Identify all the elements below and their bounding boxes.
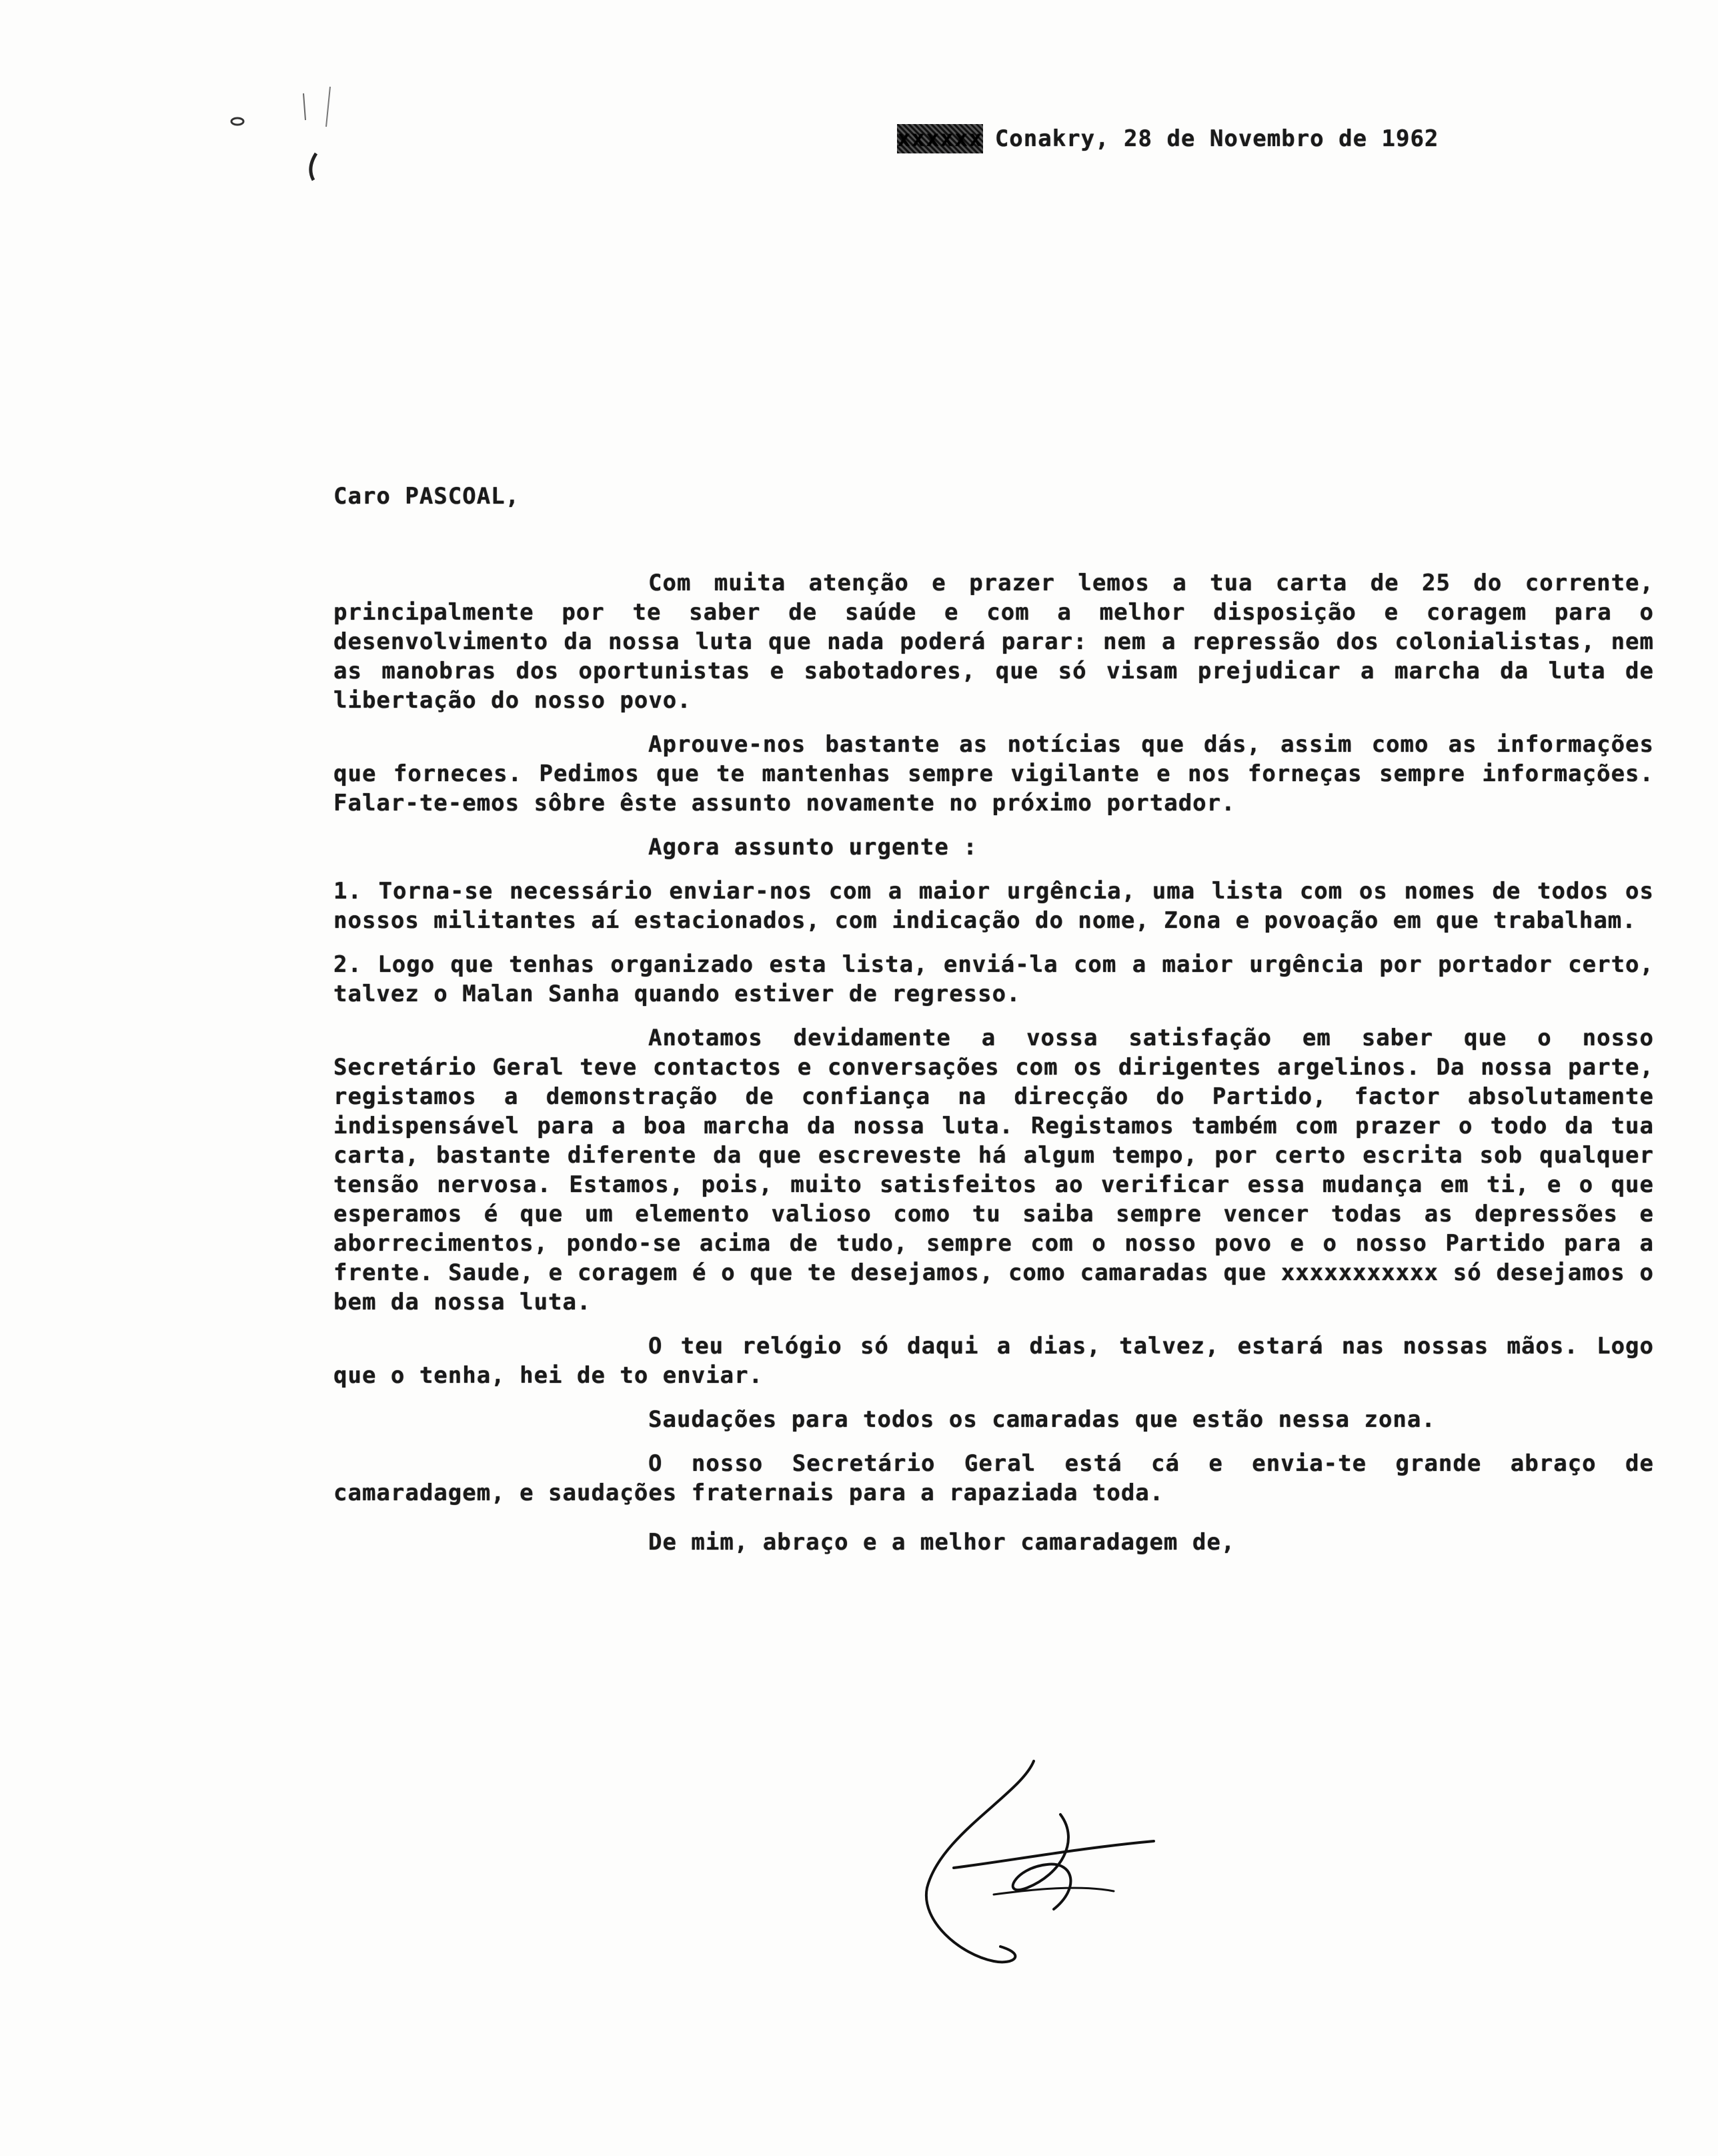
paragraph-news: Aprouve-nos bastante as notícias que dás, assim como as informações que forneces. Pedimos que te mantenhas sempre vigilante e nos forneças sempre informações. Falar-te-emos sôbre êste assunto novamente no próximo portador.: [333, 731, 1654, 817]
closing-line: De mim, abraço e a melhor camaradagem de,: [648, 1529, 1236, 1556]
paragraph-greetings: Saudações para todos os camaradas que estão nessa zona.: [648, 1406, 1436, 1433]
dateline: [897, 124, 1439, 153]
paragraph-urgent-heading: Agora assunto urgente :: [648, 834, 978, 861]
paragraph-satisfaction: Anotamos devidamente a vossa satisfação em saber que o nosso Secretário Geral teve contactos e conversações com os dirigentes argelinos. Da nossa parte, registamos a demonstração de confiança na direcção do Partido, factor absolutamente indispensável para a boa marcha da nossa luta. Registamos também com prazer o todo da tua carta, bastante diferente da que escreveste há algum tempo, por certo escrita sob qualquer tensão nervosa. Estamos, pois, muito satisfeitos ao verificar essa mudança em ti, e o que esperamos é que um elemento valioso como tu saiba sempre vencer todas as depressões e aborrecimentos, pondo-se acima de tudo, sempre com o nosso povo e o nosso Partido para a frente. Saude, e coragem é o que te desejamos, como camaradas que xxxxxxxxxxx só desejamos o bem da nossa luta.: [333, 1025, 1654, 1315]
corner-scan-marks: [220, 47, 367, 193]
paragraph-item-1: 1. Torna-se necessário enviar-nos com a maior urgência, uma lista com os nomes de todos os nossos militantes aí estacionados, com indicação do nome, Zona e povoação em que trabalham.: [333, 878, 1654, 934]
paragraph-watch: O teu relógio só daqui a dias, talvez, estará nas nossas mãos. Logo que o tenha, hei de to enviar.: [333, 1333, 1654, 1389]
handwritten-signature: [860, 1734, 1220, 1975]
letter-body: [333, 568, 1654, 1557]
salutation: Caro PASCOAL,: [333, 483, 520, 510]
paragraph-secretary: O nosso Secretário Geral está cá e envia-te grande abraço de camaradagem, e saudações fraternais para a rapaziada toda.: [333, 1450, 1654, 1506]
paragraph-item-2: 2. Logo que tenhas organizado esta lista, enviá-la com a maior urgência por portador certo, talvez o Malan Sanha quando estiver de regresso.: [333, 951, 1654, 1007]
struck-out-word: xxxxxx: [897, 125, 983, 152]
place-and-date: Conakry, 28 de Novembro de 1962: [994, 125, 1439, 152]
paragraph-opening: Com muita atenção e prazer lemos a tua carta de 25 do corrente, principalmente por te saber de saúde e com a melhor disposição e coragem para o desenvolvimento da nossa luta que nada poderá parar: nem a repressão dos colonialistas, nem as manobras dos oportunistas e sabotadores, que só visam prejudicar a marcha da luta de libertação do nosso povo.: [333, 570, 1654, 714]
